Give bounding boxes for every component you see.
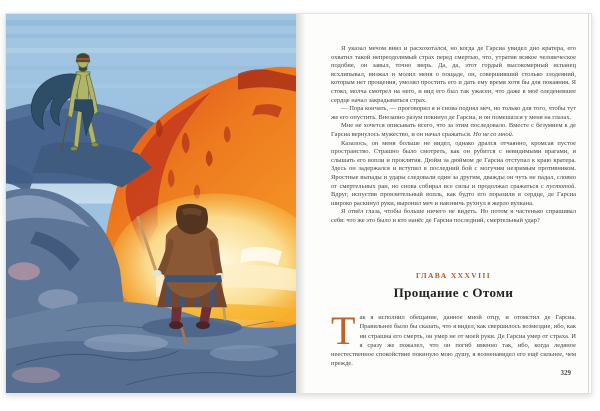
chapter-kicker: ГЛАВА XXXVIII <box>415 271 492 280</box>
illustration-warrior-shadow <box>142 317 242 337</box>
book-spread <box>5 13 592 394</box>
paragraph: Я отвёл глаза, чтобы больше ничего не видеть. Но потом я частенько спрашивал себя: что же это было и кто нанёс де Гарсиа последний, смертельный удар? <box>331 208 576 224</box>
left-page <box>6 14 296 393</box>
paragraph: Казалось, он меня больше не видел, однако дрался отчаянно, кромсая пустое пространство. Страшно было смотреть, как он рубится с невидимыми врагами, и слышать его вопли и проклятия. Дюйм за дюймом де Гарсиа отступал к краю кратера. Здесь он задержался и вступил в последний бой с могучим незримым противником. Яростные выпады и удары следовали один за другим, дважды он чуть не падал, словно от смертельных ран, но снова собирал все силы и продолжал сражаться с пустотой. Вдруг, испустив пронзительный вопль, как будто его поразили в сердце, де Гарсиа широко раскинул руки, выронил меч и навзничь рухнул в жерло вулкана. <box>331 139 576 207</box>
volcano-illustration <box>6 14 296 393</box>
chapter-opening-paragraph <box>331 308 576 369</box>
paragraph: Мне не хочется описывать всего, что за этим последовало. Вместе с безумием к де Гарсиа вернулось мужество, и он начал сражаться. Но не со мной. <box>331 122 576 138</box>
body-paragraphs <box>331 45 576 225</box>
dropcap-letter: Т <box>331 308 356 353</box>
chapter-title: Прощание с Отоми <box>393 285 514 300</box>
page-number: 329 <box>560 369 571 377</box>
right-page <box>296 14 591 393</box>
chapter-heading <box>331 271 576 301</box>
chapter-opening-text: ак я исполнил обещание, данное мной отцу, и отомстил де Гарсиа. Правильнее было бы сказать, что я видел, как свершилось возмездие, ибо, как ни страшна его смерть, он умер не от моей руки. Де Гарсиа умер от страха. И я сразу же пожалел, что он погиб именно так, ибо, когда ледяное неестественное спокойствие покинуло мою душу, я возненавидел его ещё сильнее, чем прежде. <box>331 314 576 368</box>
paragraph: — Пора кончать, — проговорил я и снова поднял меч, но только для того, чтобы тут же его опустить. Внезапно разум покинул де Гарсиа, и он помешался у меня на глазах. <box>331 105 576 121</box>
paragraph: Я указал мечом вниз и расхохотался, но когда де Гарсиа увидел дно кратера, его охватил такой непреодолимый страх перед смертью, что, утратив всякое человеческое подобие, он завыл, точно зверь. Да, да, этот гордый высокомерный испанец всхлипывал, визжал и молил меня о пощаде, он, совершивший столько злодеяний, которым нет прощения, умолял простить его и дать ему время хотя бы для покаяния. Я стоял, молча смотрел на него, и вид его был так ужасен, что даже в моё оледеневшее сердце начал закрадываться страх. <box>331 45 576 104</box>
